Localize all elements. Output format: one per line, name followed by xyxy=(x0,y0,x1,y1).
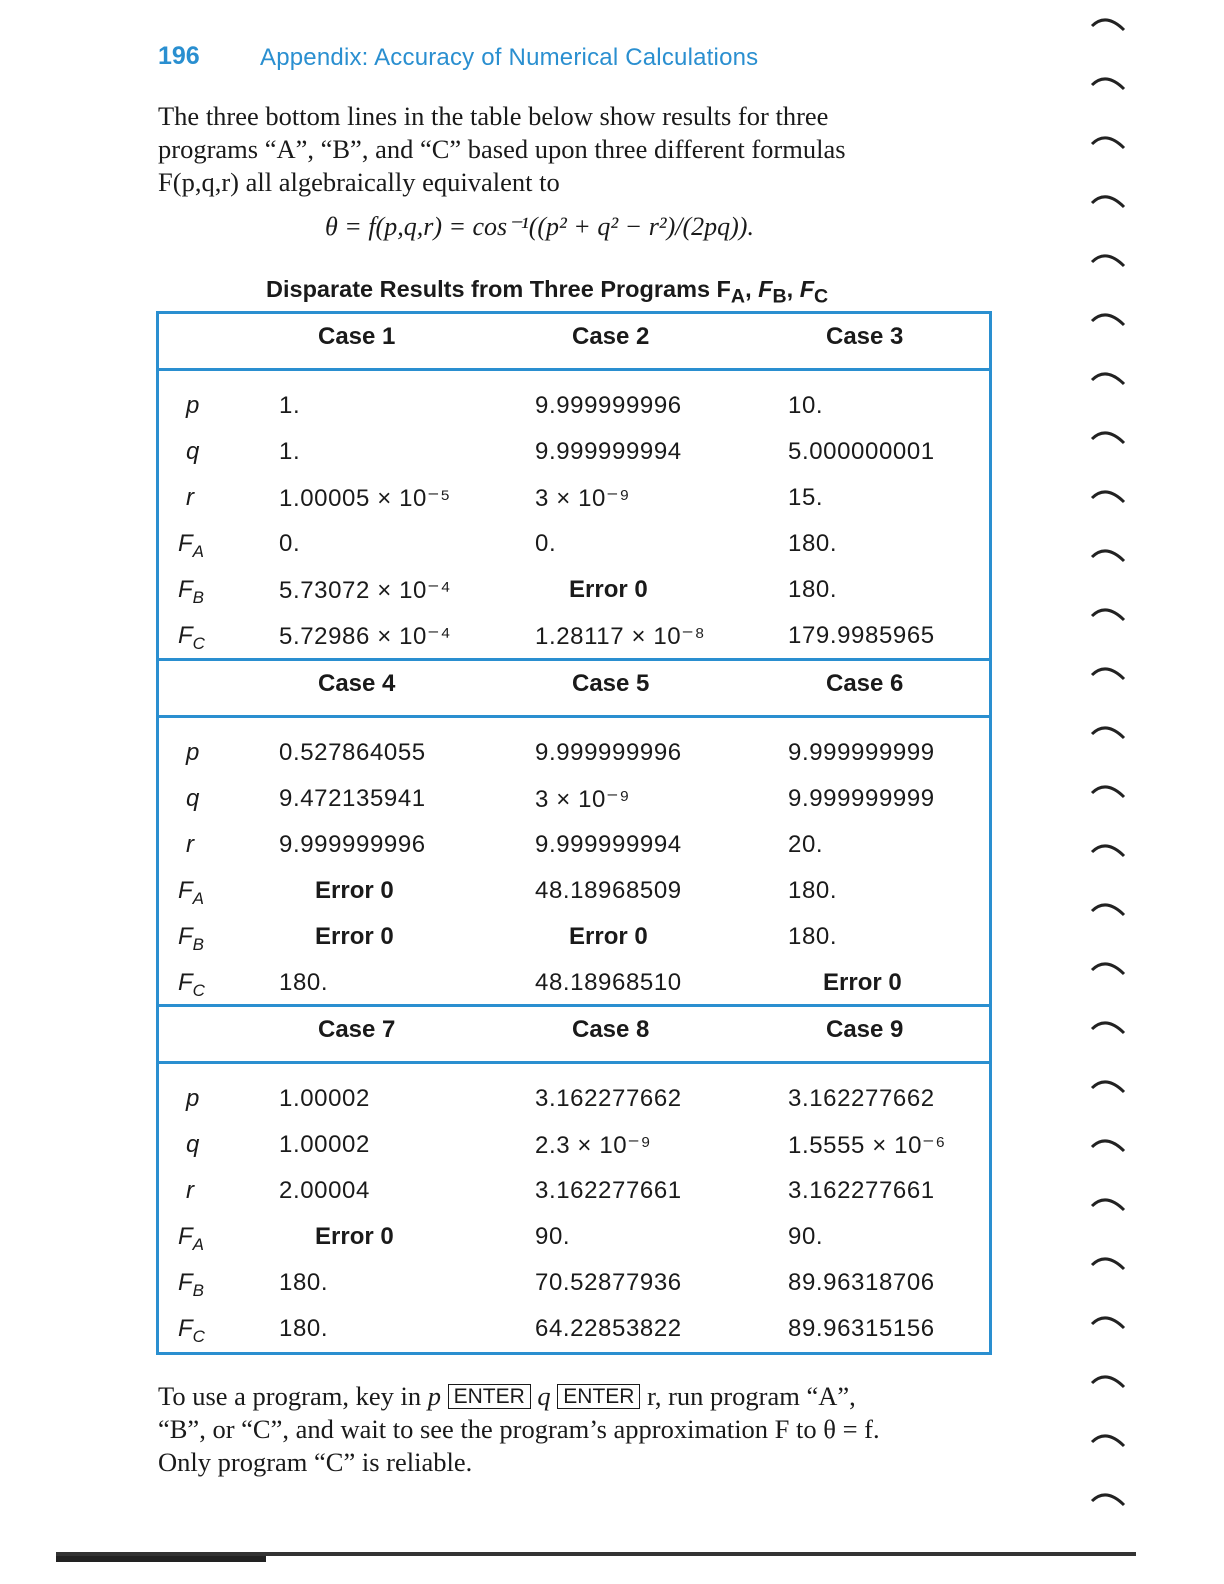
table-cell: Error 0 xyxy=(823,969,902,996)
table-cell: 1.28117 × 10⁻⁸ xyxy=(535,623,706,650)
table-cell: 9.999999996 xyxy=(279,831,426,858)
outro-line-1 xyxy=(158,1380,1002,1413)
case-header: Case 6 xyxy=(826,670,904,697)
binding-ring xyxy=(1092,20,1124,30)
row-label xyxy=(186,785,199,813)
table-cell: 1.00002 xyxy=(279,1085,370,1112)
row-label xyxy=(186,1131,199,1159)
binding-ring xyxy=(1092,787,1124,797)
intro-line-1: The three bottom lines in the table below show results for three xyxy=(158,101,829,131)
case-header: Case 5 xyxy=(572,670,650,697)
row-label xyxy=(186,484,194,512)
table-cell: 3.162277662 xyxy=(535,1085,682,1112)
row-label xyxy=(186,1085,199,1113)
table-cell: 0.527864055 xyxy=(279,739,426,766)
binding-ring xyxy=(1092,964,1124,974)
binding-ring xyxy=(1092,1082,1124,1092)
table-cell: 90. xyxy=(788,1223,824,1250)
table-cell: 3.162277661 xyxy=(788,1177,935,1204)
table-cell: 89.96318706 xyxy=(788,1269,935,1296)
spiral-binding xyxy=(1084,0,1144,1584)
table-cell: Error 0 xyxy=(315,923,394,950)
row-label xyxy=(178,622,205,654)
case-header: Case 3 xyxy=(826,323,904,350)
row-label-main: F xyxy=(178,530,193,557)
row-label xyxy=(178,969,205,1001)
row-label-sub: A xyxy=(192,542,205,561)
header-divider xyxy=(156,1061,992,1064)
table-cell: 1. xyxy=(279,392,301,419)
table-title-text: Disparate Results from Three Programs F xyxy=(266,276,731,302)
table-cell: 180. xyxy=(279,1315,329,1342)
table-cell: 89.96315156 xyxy=(788,1315,935,1342)
row-label xyxy=(178,1315,205,1347)
binding-ring xyxy=(1092,551,1124,561)
table-cell: 9.999999996 xyxy=(535,739,682,766)
table-cell: 3.162277662 xyxy=(788,1085,935,1112)
block-divider xyxy=(156,1004,992,1007)
table-cell: 180. xyxy=(788,576,838,603)
table-cell: 20. xyxy=(788,831,824,858)
page-bottom-rule-thick xyxy=(56,1556,266,1562)
case-header: Case 2 xyxy=(572,323,650,350)
row-label-main: F xyxy=(178,1223,193,1250)
header-divider xyxy=(156,368,992,371)
case-header: Case 4 xyxy=(318,670,396,697)
table-cell: 9.999999994 xyxy=(535,831,682,858)
binding-ring xyxy=(1092,669,1124,679)
table-cell: 180. xyxy=(788,530,838,557)
row-label-main: F xyxy=(178,576,193,603)
row-label-main: r xyxy=(186,831,194,858)
block-divider xyxy=(156,658,992,661)
case-header: Case 1 xyxy=(318,323,396,350)
row-label-sub: C xyxy=(192,981,205,1000)
row-label-sub: B xyxy=(192,588,205,607)
table-cell: 1.00002 xyxy=(279,1131,370,1158)
table-cell: 2.3 × 10⁻⁹ xyxy=(535,1132,652,1159)
table-cell: 180. xyxy=(279,1269,329,1296)
binding-ring xyxy=(1092,315,1124,325)
page-header xyxy=(158,42,1028,78)
binding-ring xyxy=(1092,1141,1124,1151)
row-label-main: q xyxy=(186,1131,200,1158)
row-label-main: F xyxy=(178,1269,193,1296)
table-cell: 9.999999996 xyxy=(535,392,682,419)
row-label-main: F xyxy=(178,969,193,996)
case-header: Case 8 xyxy=(572,1016,650,1043)
table-cell: 48.18968510 xyxy=(535,969,682,996)
row-label-main: p xyxy=(186,392,200,419)
row-label xyxy=(186,438,199,466)
row-label-main: q xyxy=(186,785,200,812)
table-cell: 90. xyxy=(535,1223,571,1250)
table-cell: 179.9985965 xyxy=(788,622,935,649)
binding-ring xyxy=(1092,728,1124,738)
table-cell: 0. xyxy=(535,530,557,557)
table-cell: 9.999999999 xyxy=(788,785,935,812)
binding-ring xyxy=(1092,138,1124,148)
intro-paragraph xyxy=(158,100,1002,199)
table-cell: 5.73072 × 10⁻⁴ xyxy=(279,577,452,604)
row-label-sub: A xyxy=(192,1235,205,1254)
header-divider xyxy=(156,715,992,718)
table-cell: 0. xyxy=(279,530,301,557)
table-cell: 1.00005 × 10⁻⁵ xyxy=(279,485,451,512)
table-cell: 5.72986 × 10⁻⁴ xyxy=(279,623,452,650)
binding-ring xyxy=(1092,1200,1124,1210)
title-sub-c: C xyxy=(814,285,829,308)
table-cell: Error 0 xyxy=(315,1223,394,1250)
binding-ring xyxy=(1092,374,1124,384)
binding-ring xyxy=(1092,492,1124,502)
row-label xyxy=(178,1269,204,1301)
table-cell: Error 0 xyxy=(569,576,648,603)
enter-key-2: ENTER xyxy=(557,1384,640,1409)
binding-ring xyxy=(1092,1259,1124,1269)
table-cell: 3.162277661 xyxy=(535,1177,682,1204)
binding-ring xyxy=(1092,1495,1124,1505)
binding-ring xyxy=(1092,197,1124,207)
table-cell: 180. xyxy=(788,877,838,904)
row-label xyxy=(178,1223,204,1255)
table-cell: 2.00004 xyxy=(279,1177,370,1204)
row-label-main: F xyxy=(178,1315,193,1342)
row-label-main: r xyxy=(186,484,194,511)
row-label xyxy=(178,576,204,608)
binding-ring xyxy=(1092,1023,1124,1033)
row-label-sub: B xyxy=(192,1281,205,1300)
var-q: q xyxy=(537,1381,551,1411)
binding-ring xyxy=(1092,1318,1124,1328)
table-title: Disparate Results from Three Programs $F_A$, $F_B$, $F_C$ xyxy=(266,276,829,308)
intro-line-2: programs “A”, “B”, and “C” based upon three different formulas xyxy=(158,134,846,164)
table-cell: 10. xyxy=(788,392,824,419)
row-label-main: r xyxy=(186,1177,194,1204)
row-label-sub: C xyxy=(192,1327,205,1346)
page-number: 196 xyxy=(158,42,200,70)
binding-ring xyxy=(1092,610,1124,620)
row-label-sub: C xyxy=(192,634,205,653)
table-cell: Error 0 xyxy=(569,923,648,950)
row-label-main: p xyxy=(186,1085,200,1112)
table-cell: 15. xyxy=(788,484,824,511)
table-cell: 1.5555 × 10⁻⁶ xyxy=(788,1132,946,1159)
binding-ring xyxy=(1092,1436,1124,1446)
outro-line-2: “B”, or “C”, and wait to see the program’s approximation F to θ = f. xyxy=(158,1414,880,1444)
table-cell: 64.22853822 xyxy=(535,1315,682,1342)
case-header: Case 7 xyxy=(318,1016,396,1043)
binding-ring xyxy=(1092,433,1124,443)
table-cell: 48.18968509 xyxy=(535,877,682,904)
case-header: Case 9 xyxy=(826,1016,904,1043)
table-cell: 5.000000001 xyxy=(788,438,935,465)
outro-paragraph xyxy=(158,1380,1002,1479)
table-cell: 180. xyxy=(279,969,329,996)
outro-line-3: Only program “C” is reliable. xyxy=(158,1447,473,1477)
formula: θ = f(p,q,r) = cos⁻¹((p² + q² − r²)/(2pq)). xyxy=(325,212,754,241)
table-cell: 3 × 10⁻⁹ xyxy=(535,786,631,813)
row-label-main: F xyxy=(178,622,193,649)
row-label xyxy=(186,739,199,767)
table-cell: 9.472135941 xyxy=(279,785,426,812)
binding-ring xyxy=(1092,256,1124,266)
table-cell: 1. xyxy=(279,438,301,465)
row-label xyxy=(178,923,204,955)
row-label-main: F xyxy=(178,877,193,904)
table-cell: 180. xyxy=(788,923,838,950)
outro-text-a: To use a program, key in xyxy=(158,1381,428,1411)
binding-ring xyxy=(1092,846,1124,856)
table-cell: 70.52877936 xyxy=(535,1269,682,1296)
row-label xyxy=(186,831,194,859)
row-label-sub: B xyxy=(192,935,205,954)
row-label xyxy=(186,392,199,420)
running-title: Appendix: Accuracy of Numerical Calculations xyxy=(260,44,759,71)
row-label-main: q xyxy=(186,438,200,465)
table-cell: 9.999999999 xyxy=(788,739,935,766)
title-sub-b: B xyxy=(772,285,787,308)
table-cell: 3 × 10⁻⁹ xyxy=(535,485,631,512)
title-sub-a: A xyxy=(730,285,746,308)
binding-ring xyxy=(1092,905,1124,915)
intro-line-3: F(p,q,r) all algebraically equivalent to xyxy=(158,167,560,197)
binding-ring xyxy=(1092,1377,1124,1387)
var-p: p xyxy=(427,1381,441,1411)
row-label xyxy=(178,530,204,562)
row-label-main: p xyxy=(186,739,200,766)
row-label xyxy=(186,1177,194,1205)
row-label-main: F xyxy=(178,923,193,950)
table-cell: Error 0 xyxy=(315,877,394,904)
row-label xyxy=(178,877,204,909)
binding-ring xyxy=(1092,79,1124,89)
table-cell: 9.999999994 xyxy=(535,438,682,465)
enter-key: ENTER xyxy=(448,1384,531,1409)
outro-text-b: r, run program “A”, xyxy=(647,1381,856,1411)
row-label-sub: A xyxy=(192,889,205,908)
